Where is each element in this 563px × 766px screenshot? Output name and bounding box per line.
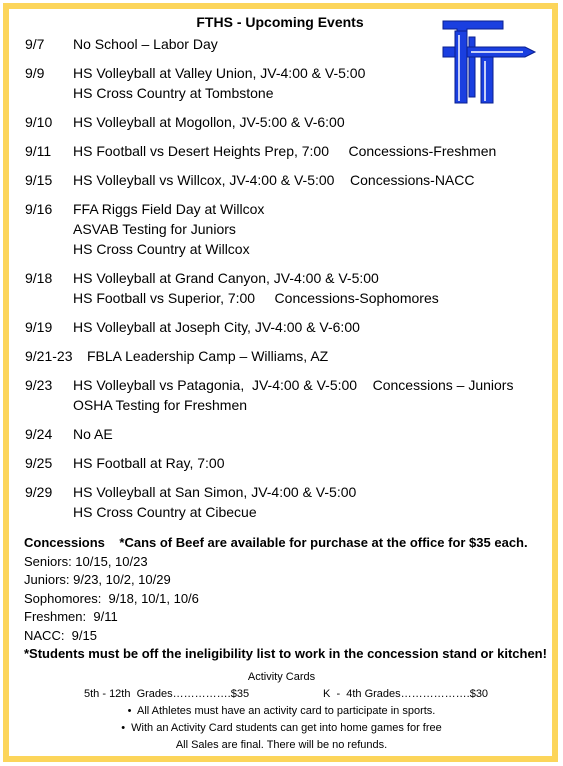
price-grades-k-4: K - 4th Grades……………….$30 [323, 688, 489, 700]
event-line: No School – Labor Day [73, 36, 218, 52]
concessions-section [24, 534, 554, 664]
event-details [73, 375, 513, 415]
event-item [25, 63, 545, 103]
concessions-heading: Concessions [24, 535, 105, 550]
event-date: 9/19 [25, 319, 53, 335]
event-details [73, 453, 224, 473]
event-date: 9/21-23 [25, 348, 73, 364]
event-item [25, 268, 545, 308]
event-details [73, 199, 264, 259]
event-line: HS Football vs Superior, 7:00 Concessions-Sophomores [73, 290, 439, 306]
events-list [25, 34, 545, 522]
page-title: FTHS - Upcoming Events [196, 14, 364, 30]
event-line: HS Cross Country at Tombstone [73, 85, 274, 101]
sales-final-note: All Sales are final. There will be no refunds. [175, 739, 388, 751]
event-details [73, 317, 360, 337]
event-line: No AE [73, 426, 113, 442]
activity-card-prices [0, 686, 563, 703]
event-details [87, 346, 328, 366]
eligibility-note: *Students must be off the ineligibility list to work in the concession stand or kitchen! [24, 646, 547, 661]
event-item [25, 317, 545, 337]
event-item [25, 170, 545, 190]
concession-row-juniors: Juniors: 9/23, 10/2, 10/29 [24, 572, 171, 587]
event-details [73, 112, 345, 132]
event-date: 9/18 [25, 270, 53, 286]
event-line: ASVAB Testing for Juniors [73, 221, 236, 237]
event-date: 9/24 [25, 426, 53, 442]
concession-row-nacc: NACC: 9/15 [24, 627, 97, 643]
activity-cards-heading: Activity Cards [247, 671, 316, 683]
event-details [73, 424, 113, 444]
event-line: HS Volleyball at Joseph City, JV-4:00 & V-6:00 [73, 319, 360, 335]
event-details [73, 268, 439, 308]
event-item [25, 34, 545, 54]
event-line: HS Volleyball vs Willcox, JV-4:00 & V-5:00 Concessions-NACC [73, 172, 475, 188]
event-line: FBLA Leadership Camp – Williams, AZ [87, 348, 329, 364]
price-grades-5-12: 5th - 12th Grades…………….$35 [84, 688, 250, 700]
activity-cards-section [0, 669, 563, 754]
event-line: HS Football vs Desert Heights Prep, 7:00 Concessions-Freshmen [73, 143, 497, 159]
event-date: 9/16 [25, 201, 53, 217]
event-item [25, 346, 545, 366]
event-item [25, 199, 545, 259]
event-item [25, 141, 545, 161]
event-line: HS Cross Country at Willcox [73, 241, 250, 257]
event-line: FFA Riggs Field Day at Willcox [73, 201, 265, 217]
event-date: 9/9 [25, 65, 45, 81]
event-line: HS Volleyball at Mogollon, JV-5:00 & V-6:00 [73, 114, 345, 130]
event-item [25, 424, 545, 444]
event-line: HS Volleyball at San Simon, JV-4:00 & V-5:00 [73, 484, 357, 500]
concession-row-freshmen: Freshmen: 9/11 [24, 609, 118, 624]
event-date: 9/10 [25, 114, 53, 130]
event-line: HS Football at Ray, 7:00 [73, 455, 225, 471]
event-line: HS Volleyball vs Patagonia, JV-4:00 & V-5:00 Concessions – Juniors [73, 377, 514, 393]
concession-row-seniors: Seniors: 10/15, 10/23 [24, 553, 148, 569]
event-details [73, 170, 475, 190]
event-line: HS Cross Country at Cibecue [73, 504, 257, 520]
event-date: 9/15 [25, 172, 53, 188]
event-item [25, 112, 545, 132]
event-details [73, 63, 365, 103]
event-details [73, 34, 218, 54]
event-date: 9/29 [25, 484, 53, 500]
event-item [25, 482, 545, 522]
event-details [73, 141, 496, 161]
event-line: HS Volleyball at Grand Canyon, JV-4:00 & V-5:00 [73, 270, 379, 286]
event-line: HS Volleyball at Valley Union, JV-4:00 & V-5:00 [73, 65, 366, 81]
beef-note: *Cans of Beef are available for purchase at the office for $35 each. [119, 535, 528, 550]
event-date: 9/7 [25, 36, 45, 52]
event-date: 9/11 [25, 143, 52, 159]
event-date: 9/23 [25, 377, 53, 393]
concession-row-sophomores: Sophomores: 9/18, 10/1, 10/6 [24, 590, 199, 606]
event-item [25, 453, 545, 473]
event-details [73, 482, 356, 522]
bullet-athletes: • All Athletes must have an activity card to participate in sports. [127, 705, 436, 717]
logo-f-top-bar [443, 21, 503, 33]
bullet-home-games: • With an Activity Card students can get into home games for free [121, 722, 442, 734]
event-item [25, 375, 545, 415]
event-date: 9/25 [25, 455, 53, 471]
event-line: OSHA Testing for Freshmen [73, 397, 248, 413]
